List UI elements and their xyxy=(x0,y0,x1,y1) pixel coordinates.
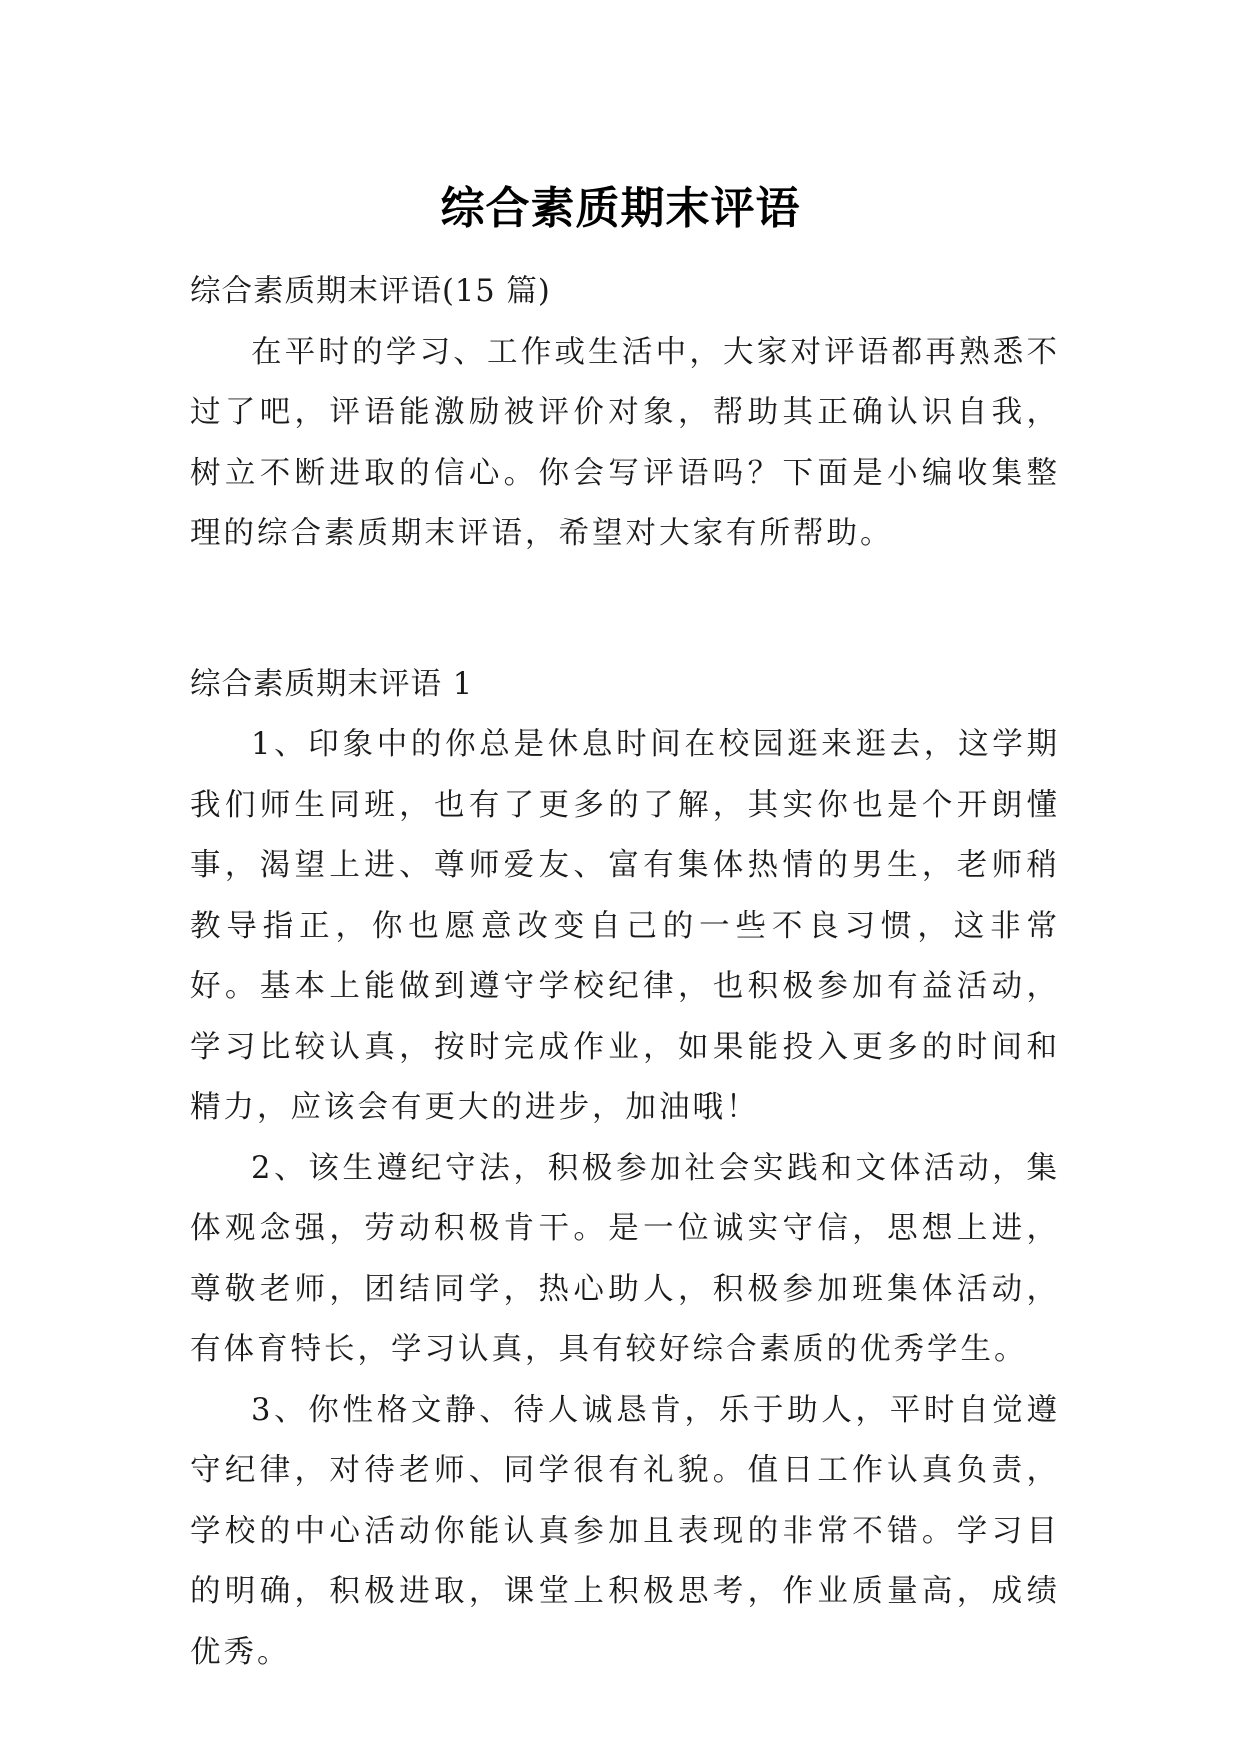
comment-paragraph-3: 3、你性格文静、待人诚恳肯，乐于助人，平时自觉遵守纪律，对待老师、同学很有礼貌。值日工作认真负责，学校的中心活动你能认真参加且表现的非常不错。学习目的明确，积极进取，课堂上积极思考，作业质量高，成绩优秀。 xyxy=(190,1392,1060,1670)
document-body xyxy=(190,262,1060,1683)
document-title: 综合素质期末评语 xyxy=(440,183,801,235)
intro-paragraph: 在平时的学习、工作或生活中，大家对评语都再熟悉不过了吧，评语能激励被评价对象，帮助其正确认识自我，树立不断进取的信心。你会写评语吗？下面是小编收集整理的综合素质期末评语，希望对大家有所帮助。 xyxy=(190,334,1060,551)
section-heading: 综合素质期末评语 1 xyxy=(190,666,474,702)
comment-paragraph-2: 2、该生遵纪守法，积极参加社会实践和文体活动，集体观念强，劳动积极肯干。是一位诚实守信，思想上进，尊敬老师，团结同学，热心助人，积极参加班集体活动，有体育特长，学习认真，具有较好综合素质的优秀学生。 xyxy=(190,1150,1060,1367)
document-subtitle: 综合素质期末评语(15 篇) xyxy=(190,274,551,309)
comment-paragraph-1: 1、印象中的你总是休息时间在校园逛来逛去，这学期我们师生同班，也有了更多的了解，其实你也是个开朗懂事，渴望上进、尊师爱友、富有集体热情的男生，老师稍教导指正，你也愿意改变自己的一些不良习惯，这非常好。基本上能做到遵守学校纪律，也积极参加有益活动，学习比较认真，按时完成作业，如果能投入更多的时间和精力，应该会有更大的进步，加油哦！ xyxy=(190,727,1060,1125)
section-spacer xyxy=(190,565,1060,655)
